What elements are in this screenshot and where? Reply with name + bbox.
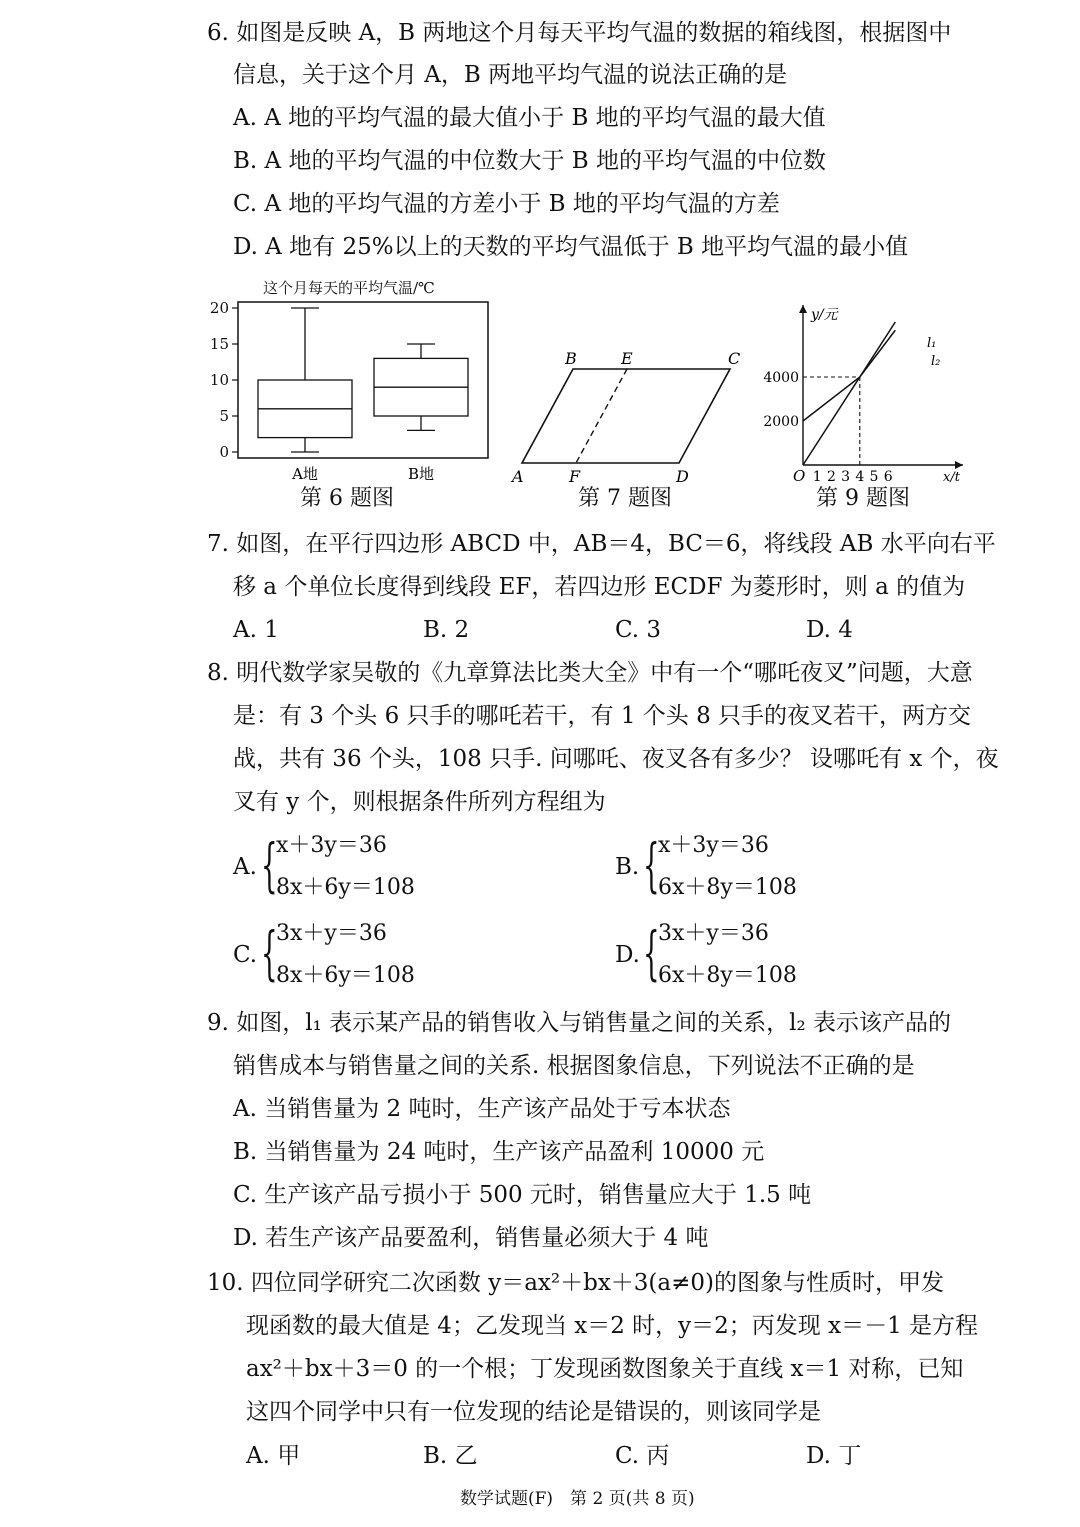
q10-stem-line1: 10. 四位同学研究二次函数 y＝ax²＋bx＋3(a≠0)的图象与性质时，甲发 [207,1270,944,1296]
fig6-y-tick-label: 10 [209,371,229,389]
q8-option-c-eq1: 3x＋y＝36 [276,921,387,946]
fig9-caption: 第 9 题图 [816,486,910,511]
fig6-category-a: A地 [292,465,318,483]
fig9-x-tick-label: 6 [883,469,893,485]
fig9-y-label: y/元 [811,307,838,323]
fig9-y-tick-label: 2000 [763,414,799,430]
q9-stem-line2: 销售成本与销售量之间的关系. 根据图象信息，下列说法不正确的是 [233,1053,915,1079]
q7-stem-line1: 7. 如图，在平行四边形 ABCD 中，AB＝4，BC＝6，将线段 AB 水平向右平 [207,531,996,557]
q8-option-c-brace: { [261,919,278,987]
fig6-y-ticks [210,299,238,461]
q9-option-a: A. 当销售量为 2 吨时，生产该产品处于亏本状态 [233,1096,731,1122]
q8-option-d-eq2: 6x＋8y＝108 [658,963,797,988]
q8-option-d-eq1: 3x＋y＝36 [658,921,769,946]
fig7-segment-ef [576,369,627,463]
q10-stem-line3: ax²＋bx＋3＝0 的一个根；丁发现函数图象关于直线 x＝1 对称，已知 [246,1356,964,1382]
fig6-boxes [258,308,468,452]
fig6-category-b: B地 [407,465,435,483]
q8-stem-line2: 是：有 3 个头 6 只手的哪吒若干，有 1 个头 8 只手的夜叉若干，两方交 [233,703,972,729]
fig9-x-tick-label: 1 [812,469,822,485]
q8-option-b-brace: { [643,831,660,899]
q6-stem-line2: 信息，关于这个月 A，B 两地平均气温的说法正确的是 [233,62,788,88]
q9-option-c: C. 生产该产品亏损小于 500 元时，销售量应大于 1.5 吨 [233,1182,812,1208]
q7-option-a: A. 1 [233,617,279,643]
q8-option-a-brace: { [261,831,278,899]
q6-option-c: C. A 地的平均气温的方差小于 B 地的平均气温的方差 [233,191,780,217]
fig7-label-d: D [676,467,689,486]
fig9-lines [803,322,895,465]
fig9-line-l1 [803,322,895,465]
q8-option-a-eq2: 8x＋6y＝108 [276,875,415,900]
q6-option-d: D. A 地有 25%以上的天数的平均气温低于 B 地平均气温的最小值 [233,234,909,260]
fig9-x-label: x/t [943,470,960,485]
fig9-line-graph [755,295,970,490]
q10-option-a: A. 甲 [246,1443,301,1469]
fig6-caption: 第 6 题图 [300,486,394,511]
fig7-caption: 第 7 题图 [578,486,672,511]
q9-option-b: B. 当销售量为 24 吨时，生产该产品盈利 10000 元 [233,1139,765,1165]
fig6-y-tick-label: 5 [219,407,229,425]
q10-option-d: D. 丁 [806,1443,862,1469]
fig9-y-arrow [799,305,807,313]
q7-stem-line2: 移 a 个单位长度得到线段 EF，若四边形 ECDF 为菱形时，则 a 的值为 [233,574,966,600]
fig7-parallelogram [505,340,750,490]
fig9-x-tick-label: 2 [826,469,836,485]
q10-option-c: C. 丙 [615,1443,670,1469]
fig7-label-e: E [621,349,633,368]
q8-stem-line4: 叉有 y 个，则根据条件所列方程组为 [233,789,606,815]
fig9-x-arrow [955,461,963,469]
q8-option-c-eq2: 8x＋6y＝108 [276,963,415,988]
fig6-y-tick-label: 15 [209,335,229,353]
fig6-title: 这个月每天的平均气温/℃ [263,279,435,297]
q8-option-b-label: B. [615,854,640,880]
q8-stem-line3: 战，共有 36 个头，108 只手. 问哪吒、夜叉各有多少？ 设哪吒有 x 个，夜 [233,746,999,772]
q6-stem-line1: 6. 如图是反映 A，B 两地这个月每天平均气温的数据的箱线图，根据图中 [207,20,952,46]
q8-option-d-label: D. [615,942,640,968]
q10-option-b: B. 乙 [423,1443,478,1469]
fig7-abcd [522,369,730,463]
fig6-y-tick-label: 0 [219,443,229,461]
fig6-boxplot [205,275,505,490]
fig9-y-tick-label: 4000 [763,370,799,386]
q9-option-d: D. 若生产该产品要盈利，销售量必须大于 4 吨 [233,1225,709,1251]
fig9-x-tick-label: 5 [869,469,879,485]
fig9-x-tick-label: 3 [841,469,851,485]
q8-option-d-brace: { [643,919,660,987]
fig7-label-b: B [565,349,577,368]
fig7-label-f: F [569,467,581,486]
fig9-l1-label: l₁ [927,336,937,351]
q8-option-a-label: A. [233,854,257,880]
q7-option-c: C. 3 [615,617,662,643]
q8-option-b-eq2: 6x＋8y＝108 [658,875,797,900]
q8-option-a-eq1: x＋3y＝36 [276,833,387,858]
q7-option-b: B. 2 [423,617,470,643]
q6-option-b: B. A 地的平均气温的中位数大于 B 地的平均气温的中位数 [233,148,826,174]
fig9-l2-label: l₂ [931,354,941,369]
fig9-x-tick-label: 4 [855,469,865,485]
fig7-label-c: C [728,349,741,368]
fig6-y-tick-label: 20 [209,299,229,317]
fig9-origin: O [793,467,806,485]
q10-stem-line2: 现函数的最大值是 4；乙发现当 x＝2 时，y＝2；丙发现 x＝－1 是方程 [246,1313,979,1339]
q6-option-a: A. A 地的平均气温的最大值小于 B 地的平均气温的最大值 [233,105,826,131]
q8-option-b-eq1: x＋3y＝36 [658,833,769,858]
q8-option-c-label: C. [233,942,258,968]
q10-stem-line4: 这四个同学中只有一位发现的结论是错误的，则该同学是 [246,1399,821,1425]
page-footer: 数学试题(F) 第 2 页(共 8 页) [460,1489,695,1509]
q8-stem-line1: 8. 明代数学家吴敬的《九章算法比类大全》中有一个“哪吒夜叉”问题，大意 [207,660,973,686]
q9-stem-line1: 9. 如图，l₁ 表示某产品的销售收入与销售量之间的关系，l₂ 表示该产品的 [207,1010,952,1036]
fig7-label-a: A [512,467,524,486]
q7-option-d: D. 4 [806,617,853,643]
